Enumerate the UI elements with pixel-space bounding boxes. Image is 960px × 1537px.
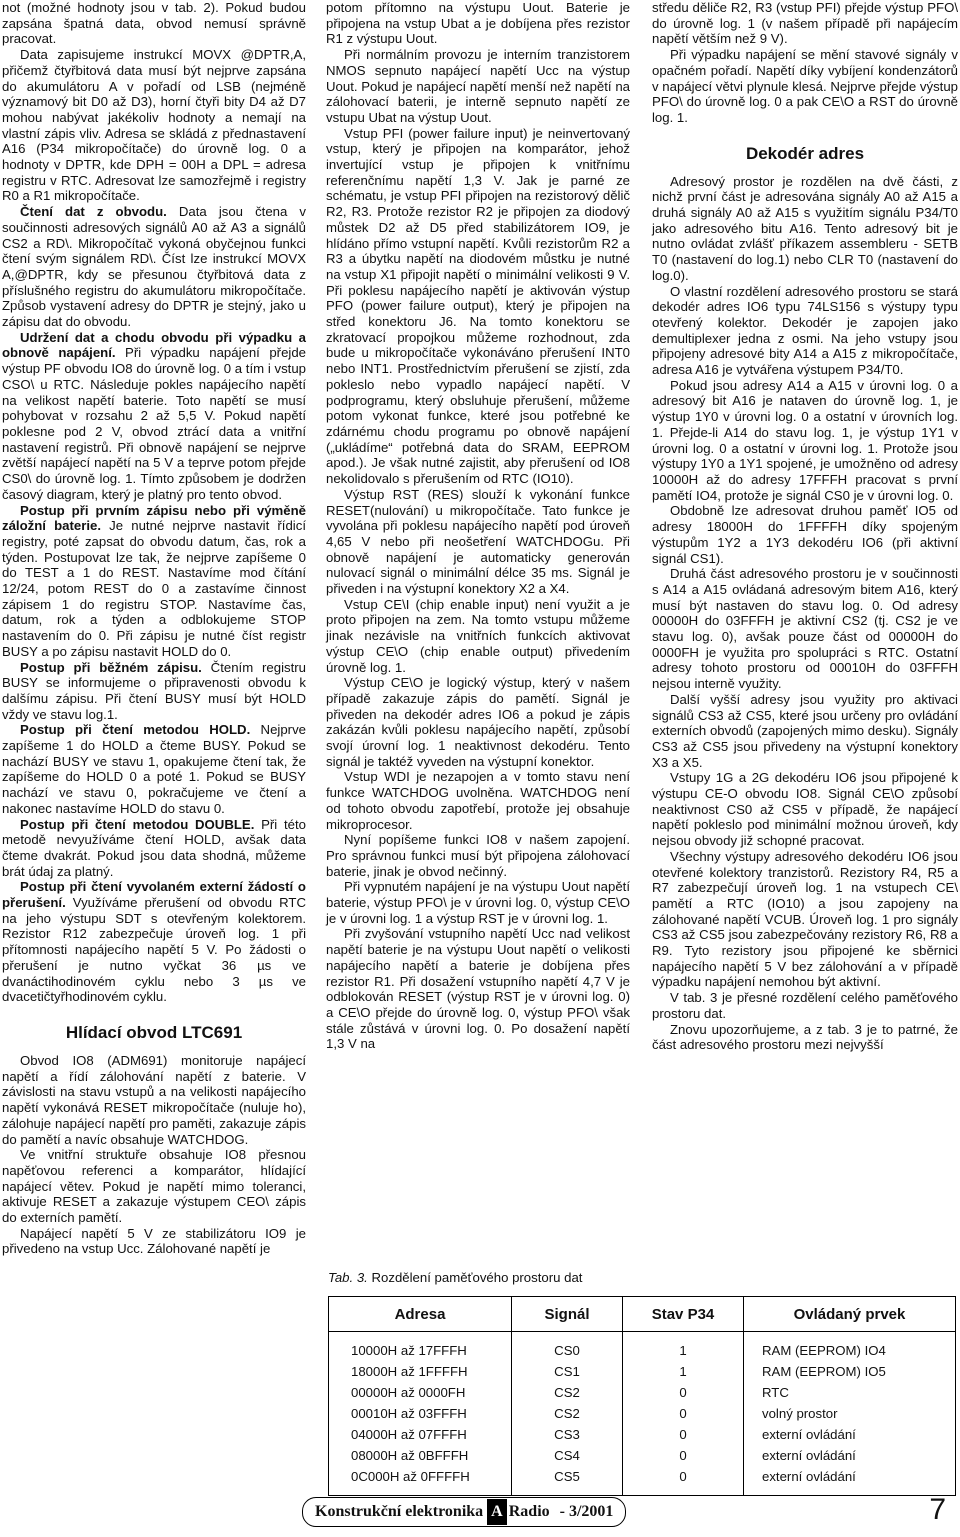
paragraph: Při normálním provozu je interním tranzistorem NMOS sepnuto napájecí napětí Ucc na výstup Uout. Pokud je napájecí napětí menší než napětí na zálohovací baterii, je interně sepnuto napětí ze vstupu Ubat na výstup Uout. [326, 47, 630, 125]
cell-stav-p34: 0 [623, 1466, 744, 1496]
cell-stav-p34: 0 [623, 1403, 744, 1424]
paragraph [2, 817, 306, 880]
header-ovladany-prvek: Ovládaný prvek [744, 1297, 956, 1332]
table-caption-label: Tab. 3. [328, 1270, 368, 1285]
paragraph: Data zapisujeme instrukcí MOVX @DPTR,A, přičemž čtyřbitová data musí být nejprve zapsána do akumulátoru A v pořadí od LSB (nejméně významový bit D0 až D3), horní čtyři bity D4 až D7 mohou nabývat jakékoliv hodnoty a nemají na vlastní zápis vliv. Adresa se skládá z přednastavení A16 (P34 mikropočítače) do úrovně log. 0 a hodnoty v DPTR, kde DPH = 00H a DPL = adresa registru v RTC. Adresovat lze samozřejmě i registry R0 a R1 mikropočítače. [2, 47, 306, 204]
page-number: 7 [929, 1493, 946, 1526]
header-signal: Signál [512, 1297, 623, 1332]
paragraph: Při vypnutém napájení je na výstupu Uout napětí baterie, výstup PFO\ je v úrovni log. 0, výstup CE\O je v úrovni log. 1 a výstup RST je v úrovni log. 1. [326, 879, 630, 926]
paragraph: Obdobně lze adresovat druhou paměť IO5 od adresy 18000H do 1FFFFH díky spojeným výstupům 1Y2 a 1Y3 dekodéru IO6 (při aktivní signál CS1). [652, 503, 958, 566]
text-column-1 [2, 0, 306, 1257]
cell-ovladany-prvek: externí ovládání [744, 1466, 956, 1496]
cell-adresa: 04000H až 07FFFH [329, 1424, 512, 1445]
paragraph [2, 879, 306, 1005]
cell-adresa: 10000H až 17FFFH [329, 1332, 512, 1362]
section-title: Dekodér adres [745, 143, 865, 163]
paragraph: Nyní popíšeme funkci IO8 v našem zapojení. Pro správnou funkci musí být připojena zálohovací baterie, jinak je obvod nečinný. [326, 832, 630, 879]
paragraph: potom přítomno na výstupu Uout. Baterie je připojena na vstup Ubat a je dobíjena přes rezistor R1 z výstupu Uout. [326, 0, 630, 47]
paragraph-heading: Postup při prvním zápisu nebo při výměně záložní baterie. [2, 502, 306, 534]
paragraph: Obvod IO8 (ADM691) monitoruje napájecí napětí a řídí zálohování napětí z baterie. V závislosti na stavu vstupů a na velikosti napájecího napětí vykonává RESET mikropočítače (nuluje ho), zálohuje napájecí napětí pro paměti, zakazuje zápis do pamětí a navíc obsahuje WATCHDOG. [2, 1053, 306, 1147]
table-caption-text: Rozdělení paměťového prostoru dat [367, 1270, 583, 1285]
cell-stav-p34: 1 [623, 1361, 744, 1382]
cell-signal: CS0 [512, 1332, 623, 1362]
paragraph: Vstup CE\I (chip enable input) není využit a je proto připojen na zem. Na tomto vstupu můžeme jinak nezávisle na vnitřních funkcích aktivovat výstup CE\O (chip enable output) přivedením úrovně log. 1. [326, 596, 630, 675]
footer-a-logo: A [487, 1499, 507, 1525]
paragraph-heading: Postup při čtení metodou HOLD. [20, 722, 251, 738]
paragraph: Vstupy 1G a 2G dekodéru IO6 jsou připojené k výstupu CE-O obvodu IO8. Signál CE\O způsobí neaktivnost CS0 až CS5 v případě, že napájecí napětí pokleslo pod minimální možnou úroveň, kdy nejsou obvody již schopné pracovat. [652, 770, 958, 849]
cell-ovladany-prvek: RAM (EEPROM) IO5 [744, 1361, 956, 1382]
paragraph: Výstup CE\O je logický výstup, který v našem případě zakazuje zápis do pamětí. Signál je přiveden na dekodér adres IO6 a pokud je zápis zakázán kvůli poklesu napájecího napětí, způsobí svojí úrovní log. 1 neaktivnost dekodéru. Tento signál je taktéž vyveden na výstupní konektor. [326, 675, 630, 769]
text-column-3 [652, 0, 958, 1053]
cell-stav-p34: 0 [623, 1424, 744, 1445]
cell-stav-p34: 0 [623, 1445, 744, 1466]
table-header-row [329, 1297, 956, 1332]
header-adresa: Adresa [329, 1297, 512, 1332]
cell-adresa: 18000H až 1FFFFH [329, 1361, 512, 1382]
cell-adresa: 08000H až 0BFFFH [329, 1445, 512, 1466]
cell-signal: CS3 [512, 1424, 623, 1445]
table-row [329, 1361, 956, 1382]
paragraph: not (možné hodnoty jsou v tab. 2). Pokud budou zapsána špatná data, obvod nemusí správně pracovat. [2, 0, 306, 47]
paragraph-heading: Postup při čtení vyvolaném externí žádostí o přerušení. [2, 879, 306, 911]
paragraph [2, 204, 306, 330]
paragraph-heading: Postup při čtení metodou DOUBLE. [20, 816, 255, 832]
paragraph-body: Nejprve zapíšeme 1 do HOLD a čteme BUSY. Pokud se nachází BUSY ve stavu 1, opakujeme čtení tak, že zapíšeme do HOLD 0 a poté 1. Pokud se BUSY nachází ve stavu 0, pokračujeme ve čtení a nakonec nastavíme HOLD do stavu 0. [2, 722, 306, 816]
paragraph: Adresový prostor je rozdělen na dvě části, z nichž první část je adresována signály A0 až A15 a druhá signály A0 až A15 s využitím signálu P34/T0 jako adresového bitu A16. Tento adresový bit je nutno ovládat zvlášť příkazem assembleru - SETB T0 (nastavení do log.1) nebo CLR T0 (nastavení do log.0). [652, 173, 958, 283]
table-caption [328, 1270, 582, 1285]
paragraph: V tab. 3 je přesné rozdělení celého paměťového prostoru dat. [652, 990, 958, 1021]
cell-adresa: 00000H až 0000FH [329, 1382, 512, 1403]
paragraph: Vstup PFI (power failure input) je neinvertovaný vstup, který je připojen na komparátor, jehož invertující vstup je připojen k vnitřnímu referenčnímu napětí 1,3 V. Jak je parné ze schématu, je vstup PFI připojen na rezistorový dělič R2, R3. Protože rezistor R2 je připojen za diodový můstek D2 až D5 před stabilizátorem IO9, je hlídáno přímo vstupní napětí. Kvůli rezistorům R2 a R3 a úbytku napětí na diodovém můstku je nutné na vstup X1 připojit napětí o minimální velikosti 9 V. Při poklesu napájecího napětí je aktivován výstup PFO (power failure output), který je připojen na střed konektoru J6. Na tomto konektoru se zkratovací propojkou můžeme rozhodnout, zda bude u mikropočítače vykonáváno přerušení INT0 nebo INT1. Prostřednictvím přerušení se zjistí, zda pokleslo nebo vypadlo napájecí napětí. V podprogramu, který obsluhuje přerušení, můžeme potom vykonat funkce, které jsou potřebné ke zdárnému chodu programu po obnově napájení („ukládíme“ potřebná data do SRAM, EEPROM apod.). Je však nutné zajistit, aby přerušení od IO8 nekolidovalo s přerušením od RTC (IO10). [326, 125, 630, 487]
footer-issue: - 3/2001 [559, 1503, 614, 1520]
table-row [329, 1424, 956, 1445]
paragraph-heading: Udržení dat a chodu obvodu při výpadku a obnově napájení. [2, 329, 306, 361]
cell-signal: CS2 [512, 1403, 623, 1424]
cell-ovladany-prvek: externí ovládání [744, 1445, 956, 1466]
footer-radio: Radio [508, 1503, 550, 1520]
paragraph [2, 722, 306, 816]
cell-stav-p34: 0 [623, 1382, 744, 1403]
paragraph [2, 330, 306, 503]
paragraph-body: Čtením registru BUSY se informujeme o připravenosti obvodu k dalšímu zápisu. Při čtení BUSY musí být HOLD vždy ve stavu log.1. [2, 659, 306, 722]
header-stav-p34: Stav P34 [623, 1297, 744, 1332]
table-row [329, 1382, 956, 1403]
cell-ovladany-prvek: RAM (EEPROM) IO4 [744, 1332, 956, 1362]
paragraph: Při výpadku napájení se mění stavové signály v opačném pořadí. Napětí díky vybíjení kondenzátorů v napájecí větvi plynule klesá. Nejprve přejde výstup PFO\ do úrovně log. 0 a pak CE\O a RST do úrovně log. 1. [652, 47, 958, 125]
table-row [329, 1445, 956, 1466]
paragraph-body: Data jsou čtena v součinnosti adresových signálů A0 až A3 a signálů CS2 a RD\. Mikropočítač vykoná obyčejnou funkci čtení svým signálem RD\. Číst lze instrukcí MOVX A,@DPTR, kdy se přesunou čtyřbitová data z příslušného registru do akumulátoru mikropočítače. Způsob vystavení adresy do DPTR je stejný, jako u zápisu dat do obvodu. [2, 204, 306, 330]
paragraph: Napájecí napětí 5 V ze stabilizátoru IO9 je přivedeno na vstup Ucc. Zálohované napětí je [2, 1225, 306, 1257]
paragraph: středu děliče R2, R3 (vstup PFI) přejde výstup PFO\ do úrovně log. 1 (v našem případě při napájecím napětí větším než 9 V). [652, 0, 958, 47]
table-row [329, 1403, 956, 1424]
paragraph-body: Při výpadku napájení přejde výstup PF obvodu IO8 do úrovně log. 0 a tím i vstup CSO\ u RTC. Následuje pokles napájecího napětí na velikost napětí baterie. Toto napětí se musí pohybovat v rozsahu 2 až 5,5 V. Pokud napětí poklesne pod 2 V, obvod ztrácí data a vnitřní nastavení registrů. Při obnově napájení se nejprve zvětší napájecí napětí na 5 V a teprve potom přejde CS0\ do úrovně log. 1. Tímto způsobem je dodržen časový diagram, který je platný pro tento obvod. [2, 345, 306, 502]
paragraph-body: Je nutné nejprve nastavit řídicí registry, poté zapsat do obvodu datum, čas, rok a týden. Postupovat lze tak, že nejprve zapíšeme 0 do TEST a 1 do REST. Nastavíme mod čítání 12/24, potom REST do 0 a zastavíme činnost zápisem 1 do registru STOP. Nastavíme čas, datum, rok a týden a odblokujeme STOP nastavením do 0. Při zápisu je nutné číst registr BUSY a po zápisu nastavit HOLD do 0. [2, 518, 306, 659]
paragraph-heading: Čtení dat z obvodu. [20, 204, 167, 220]
paragraph [2, 660, 306, 723]
cell-ovladany-prvek: externí ovládání [744, 1424, 956, 1445]
cell-signal: CS2 [512, 1382, 623, 1403]
section-title: Hlídací obvod LTC691 [65, 1023, 243, 1042]
cell-signal: CS1 [512, 1361, 623, 1382]
cell-signal: CS5 [512, 1466, 623, 1496]
cell-signal: CS4 [512, 1445, 623, 1466]
paragraph: Výstup RST (RES) slouží k vykonání funkce RESET(nulování) u mikropočítače. Tato funkce je vyvolána při poklesu napájecího napětí pod úroveň 4,65 V nebo při neošetření WATCHDOGu. Při obnově napájení je automaticky generován nulovací signál o minimální délce 35 ms. Signál je přiveden i na výstupní konektory X2 a X4. [326, 486, 630, 597]
table-row [329, 1466, 956, 1496]
cell-ovladany-prvek: RTC [744, 1382, 956, 1403]
paragraph: Vstup WDI je nezapojen a v tomto stavu není funkce WATCHDOG uvolněna. WATCHDOG není od tohoto obvodu zapotřebí, protože jej obsahuje mikroprocesor. [326, 769, 630, 832]
footer-journal: Konstrukční elektronika [315, 1503, 484, 1520]
paragraph: Další vyšší adresy jsou využity pro aktivaci signálů CS3 až CS5, které jsou určeny pro ovládání externích obvodů (zapojených mimo desku). Signály CS3 až CS5 jsou přivedeny na výstupní konektory X3 a X5. [652, 691, 958, 770]
paragraph: Při zvyšování vstupního napětí Ucc nad velikost napětí baterie je na výstupu Uout napětí o velikosti napájecího napětí a baterie je dobíjena přes rezistor R1. Při dosažení vstupního napětí 4,7 V je odblokován RESET (výstup RST je v úrovni log. 0) a CE\O přejde do úrovně log. 0, výstup PFO\ však stále zůstává v úrovni log. 0. Po dosažení napětí 1,3 V na [326, 926, 630, 1052]
paragraph: Znovu upozorňujeme, a z tab. 3 je to patrné, že část adresového prostoru mezi nejvyšší [652, 1021, 958, 1053]
paragraph [2, 503, 306, 660]
paragraph: Ve vnitřní struktuře obsahuje IO8 přesnou napěťovou referenci a komparátor, hlídající napájecí větev. Pokud je napětí mimo toleranci, aktivuje RESET a zakazuje výstupem CEO\ zápis do externích pamětí. [2, 1147, 306, 1226]
paragraph-heading: Postup při běžném zápisu. [20, 659, 202, 675]
paragraph: Druhá část adresového prostoru je v součinnosti s A14 a A15 ovládaná adresovým bitem A16, který musí být nastaven do stavu log. 0. Od adresy 00000H do 03FFFH je aktivní CS2 (tj. CS2 je ve stavu log. 0), avšak pouze část od 00000H do 0000FH je využita pro spolupráci s RTC. Ostatní adresy tohoto prostoru od 00010H do 03FFFH nejsou interně využity. [652, 566, 958, 692]
paragraph: Všechny výstupy adresového dekodéru IO6 jsou otevřené kolektory tranzistorů. Rezistory R4, R5 a R7 zabezpečují úroveň log. 1 na vstupech CE\ pamětí a RTC (IO10) a jsou zapojeny na zálohované napětí VCUB. Úroveň log. 1 pro signály CS3 až CS5 jsou zabezpečovány rezistory R6, R8 a R9. Tyto rezistory jsou připojené ke sběrnici napájecího napětí 5 V bez zálohování a v případě výpadku napájení nemohou být aktivní. [652, 848, 958, 990]
table-row [329, 1332, 956, 1362]
address-table [328, 1296, 956, 1496]
cell-ovladany-prvek: volný prostor [744, 1403, 956, 1424]
paragraph-body: Využíváme přerušení od obvodu RTC na jeho výstupu SDT s otevřeným kolektorem. Rezistor R12 zabezpečuje úroveň log. 1 při přítomnosti napájecího napětí 5 V. Po žádosti o přerušení je nutno vyčkat 36 µs ve dvanáctihodinovém cyklu nebo 3 µs ve dvacetičtyřhodinovém cyklu. [2, 895, 306, 1005]
text-column-2 [326, 0, 630, 1052]
cell-adresa: 00010H až 03FFFH [329, 1403, 512, 1424]
paragraph-body: Při této metodě nevyužíváme čtení HOLD, avšak data čteme dvakrát. Pokud jsou data shodná, můžeme brát údaj za platný. [2, 816, 306, 879]
cell-stav-p34: 1 [623, 1332, 744, 1362]
paragraph: Pokud jsou adresy A14 a A15 v úrovni log. 0 a adresový bit A16 je nataven do úrovně log. 1, je výstup 1Y0 v úrovni log. 0 a ostatní v úrovních log. 1. Přejde-li A14 do stavu log. 1, je výstup 1Y1 v úrovni log. 0 a ostatní v úrovni log. 1. Protože jsou výstupy 1Y0 a 1Y1 spojené, je umožněno od adresy 10000H až do adresy 17FFFH pracovat s první pamětí IO4, protože je signál CS0 je v úrovni log. 0. [652, 377, 958, 503]
journal-footer [302, 1497, 626, 1527]
cell-adresa: 0C000H až 0FFFFH [329, 1466, 512, 1496]
paragraph: O vlastní rozdělení adresového prostoru se stará dekodér adres IO6 typu 74LS156 s výstupy typu otevřený kolektor. Dekodér je zapojen jako demultiplexer jedna z osmi. Na jeho vstupy jsou připojeny adresové bity A14 a A15 z mikropočítače, adresa A16 je vytvářena výstupem P34/T0. [652, 283, 958, 378]
